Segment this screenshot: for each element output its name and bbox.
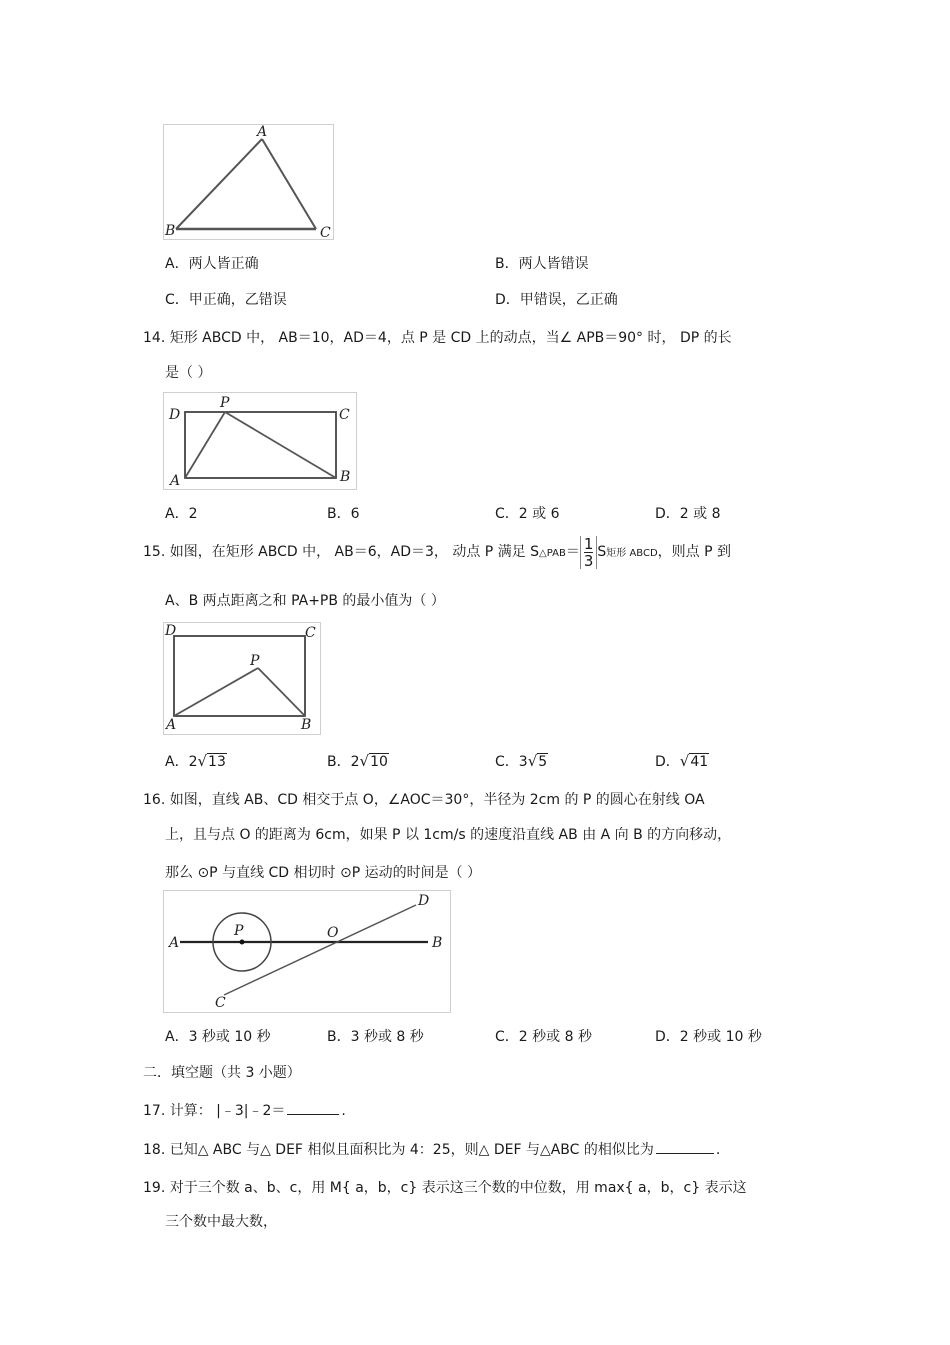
q13-option-b: B．两人皆错误	[495, 256, 589, 272]
radicand: 5	[538, 754, 548, 770]
answer-blank	[656, 1141, 714, 1154]
q17-period: .	[341, 1103, 346, 1119]
vertex-label-a: A	[257, 125, 268, 140]
segment-ap	[185, 412, 225, 478]
vertex-label-c: C	[305, 625, 316, 641]
q15-option-b	[327, 751, 389, 771]
option-prefix: A．2	[165, 754, 198, 770]
q17-line	[143, 1100, 346, 1120]
q15-stem-line1	[143, 534, 731, 574]
rectangle-abcd-diagram	[164, 393, 356, 489]
section-heading-fill-in: 二．填空题（共 3 小题）	[143, 1065, 301, 1081]
q15-equals: ＝	[565, 544, 580, 560]
segment-pb	[258, 668, 305, 716]
q16-option-d: D．2 秒或 10 秒	[655, 1029, 762, 1045]
vertex-label-a: A	[170, 473, 181, 489]
center-point-p	[240, 940, 245, 945]
q15-subscript-pab: △PAB	[539, 548, 566, 559]
q16-circle-lines-figure	[163, 890, 451, 1013]
answer-blank	[287, 1102, 339, 1115]
vertex-label-a: A	[166, 717, 177, 733]
q13-option-a: A．两人皆正确	[165, 256, 259, 272]
q13-triangle-figure	[163, 124, 334, 240]
q14-rectangle-figure	[163, 392, 357, 490]
q16-stem-line1: 16. 如图，直线 AB、CD 相交于点 O，∠AOC＝30°，半径为 2cm 的 P 的圆心在射线 OA	[143, 792, 705, 808]
q18-stem: 18. 已知△ ABC 与△ DEF 相似且面积比为 4：25，则△ DEF 与△ABC 的相似比为	[143, 1142, 654, 1158]
q14-stem-line1: 14. 矩形 ABCD 中， AB＝10，AD＝4，点 P 是 CD 上的动点，当∠ APB＝90° 时， DP 的长	[143, 330, 732, 346]
q16-option-b: B．3 秒或 8 秒	[327, 1029, 424, 1045]
point-label-o: O	[327, 925, 339, 941]
point-label-d: D	[418, 893, 430, 909]
fraction-numerator: 1	[583, 534, 594, 553]
sqrt-icon: √	[197, 752, 208, 770]
q13-option-d: D．甲错误，乙正确	[495, 292, 618, 308]
vertex-label-b: B	[165, 223, 176, 239]
q15-option-d	[655, 751, 709, 771]
radicand: 10	[370, 754, 388, 770]
q19-stem-line2: 三个数中最大数，	[165, 1214, 277, 1230]
point-label-p: P	[234, 923, 244, 939]
q15-fraction-one-third	[580, 536, 598, 569]
q16-option-c: C．2 秒或 8 秒	[495, 1029, 592, 1045]
q16-stem-line2: 上，且与点 O 的距离为 6cm，如果 P 以 1cm/s 的速度沿直线 AB 由 A 向 B 的方向移动，	[165, 827, 732, 843]
sqrt-icon: √	[527, 752, 538, 770]
vertex-label-d: D	[169, 407, 181, 423]
radicand: 13	[208, 754, 226, 770]
vertex-label-d: D	[165, 623, 177, 639]
fraction-denominator: 3	[583, 551, 594, 570]
q14-stem-line2: 是（ ）	[165, 365, 212, 381]
point-label-b: B	[432, 935, 443, 951]
q14-option-d: D．2 或 8	[655, 506, 721, 522]
triangle-abc-diagram	[164, 125, 333, 239]
q15-stem-prefix: 15. 如图，在矩形 ABCD 中， AB＝6，AD＝3， 动点 P 满足 S	[143, 544, 540, 560]
q14-option-b: B．6	[327, 506, 360, 522]
rectangle-abcd-diagram	[164, 623, 320, 734]
q15-option-a	[165, 751, 227, 771]
q15-area-symbol: S	[597, 544, 607, 560]
q18-period: .	[715, 1142, 721, 1158]
q18-line	[143, 1139, 720, 1159]
option-prefix: D．	[655, 754, 680, 770]
side-ac	[262, 139, 316, 229]
point-label-p: P	[220, 395, 230, 411]
point-label-c: C	[215, 995, 226, 1011]
q13-option-c: C．甲正确，乙错误	[165, 292, 287, 308]
sqrt-icon: √	[679, 752, 690, 770]
vertex-label-c: C	[320, 225, 331, 239]
q15-stem-line2: A、B 两点距离之和 PA+PB 的最小值为（ ）	[165, 593, 445, 609]
side-ab	[176, 139, 262, 229]
segment-ap	[174, 668, 258, 716]
q15-stem-suffix: ，则点 P 到	[657, 544, 732, 560]
q14-option-c: C．2 或 6	[495, 506, 560, 522]
q15-rectangle-figure	[163, 622, 321, 735]
segment-pb	[225, 412, 336, 478]
q17-stem: 17. 计算： |﹣3|﹣2＝	[143, 1103, 286, 1119]
point-label-a: A	[169, 935, 180, 951]
radicand: 41	[690, 754, 709, 770]
q15-subscript-rect: 矩形 ABCD	[606, 548, 658, 559]
point-label-p: P	[250, 653, 260, 669]
q15-option-c	[495, 751, 548, 771]
option-prefix: C．3	[495, 754, 528, 770]
q19-stem-line1: 19. 对于三个数 a、b、c，用 M{ a，b，c} 表示这三个数的中位数，用 max{ a，b，c} 表示这	[143, 1180, 747, 1196]
q14-option-a: A．2	[165, 506, 198, 522]
vertex-label-b: B	[301, 717, 312, 733]
sqrt-icon: √	[359, 752, 370, 770]
vertex-label-b: B	[340, 469, 351, 485]
option-prefix: B．2	[327, 754, 360, 770]
vertex-label-c: C	[339, 407, 350, 423]
q16-option-a: A．3 秒或 10 秒	[165, 1029, 271, 1045]
line-cd	[224, 905, 416, 995]
rectangle-abcd	[185, 412, 336, 478]
lines-circle-diagram	[164, 891, 450, 1012]
q16-stem-line3: 那么 ⊙P 与直线 CD 相切时 ⊙P 运动的时间是（ ）	[165, 865, 482, 881]
